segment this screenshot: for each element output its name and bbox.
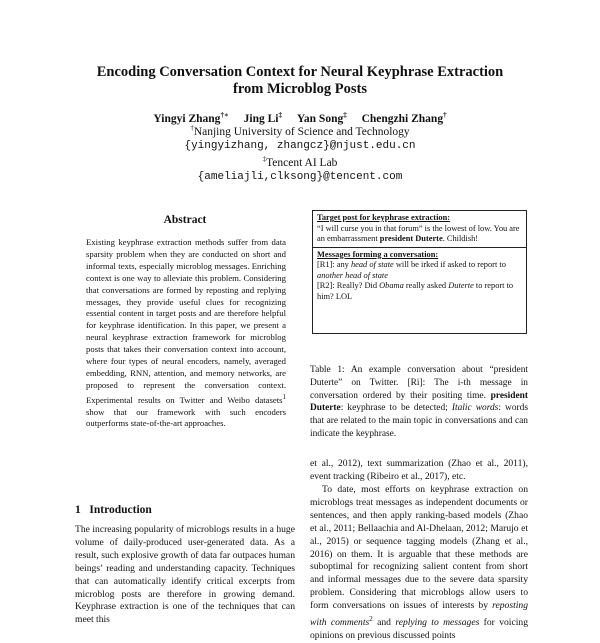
email-1: {yingyizhang, zhangcz}@njust.edu.cn bbox=[184, 140, 416, 152]
author-4: Chengzhi Zhang† bbox=[361, 111, 447, 125]
reply-2: [R2]: Really? Did Obama really asked Duterte to report to him? LOL bbox=[317, 281, 514, 301]
paper-title-line2: from Microblog Posts bbox=[233, 81, 367, 97]
reply-1: [R1]: any head of state will be irked if asked to report to another head of state bbox=[317, 260, 506, 280]
table-caption: Table 1: An example conversation about “president Duterte” on Twitter. [Ri]: The i-th message in conversation ordered by their positing time. president Duterte: keyphrase to be detected; Italic words: words that are related to the main topic in conversations and can indicate the keyphrase. bbox=[310, 365, 528, 439]
affiliation-2: ‡Tencent AI Lab bbox=[262, 155, 338, 169]
conversation-section bbox=[313, 248, 526, 305]
conversation-title: Messages forming a conversation: bbox=[317, 249, 439, 259]
author-1: Yingyi Zhang†∗ bbox=[153, 111, 229, 125]
affiliation-1: †Nanjing University of Science and Technology bbox=[190, 124, 410, 138]
intro-heading: 1 Introduction bbox=[75, 504, 152, 516]
right-paragraph-2: To date, most efforts on keyphrase extraction on microblogs treat messages as independent documents or sentences, and then apply ranking-based models (Zhao et al., 2011; Bellaachia and Al-Dhelaan, 2012; Marujo et al., 2015) or sequence tagging models (Zhang et al., 2016) on them. It is arguable that these methods are suboptimal for recognizing salient content from short and informal messages due to the severe data sparsity problem. Considering that microblogs allow users to form conversations on issues of interests by reposting with comments$^2$ and replying to messages for voicing opinions on previous discussed points bbox=[310, 484, 528, 642]
author-3: Yan Song‡ bbox=[296, 111, 347, 125]
paper-title-line1: Encoding Conversation Context for Neural Keyphrase Extraction bbox=[96, 64, 504, 80]
target-post-title: Target post for keyphrase extraction: bbox=[317, 213, 451, 222]
email-2: {ameliajli,clksong}@tencent.com bbox=[197, 171, 403, 183]
target-post-section bbox=[313, 211, 526, 247]
abstract-heading: Abstract bbox=[163, 214, 207, 226]
author-list bbox=[0, 110, 600, 125]
right-paragraph-1: et al., 2012), text summarization (Zhao et al., 2011), event tracking (Ribeiro et al., 2017), etc. bbox=[310, 458, 528, 482]
intro-body: The increasing popularity of microblogs results in a huge volume of daily-produced user-generated data. As a result, such explosive growth of data far outpaces human beings’ reading and understanding capacity. Techniques that can automatically identify critical excerpts from microblog posts are therefore in growing demand. Keyphrase extraction is one of the techniques that can meet this bbox=[75, 524, 295, 626]
example-table-box bbox=[312, 210, 527, 334]
target-post-text: “I will curse you in that forum” is the lowest of low. You are an embarrassment president Duterte. Childish! bbox=[317, 223, 520, 243]
abstract-body: Existing keyphrase extraction methods suffer from data sparsity problem when they are conducted on short and informal texts, especially microblog messages. Enriching context is one way to alleviate this problem. Considering that conversations are formed by reposting and replying messages, they provide useful clues for recognizing essential content in target posts and are therefore helpful for keyphrase identification. In this paper, we present a neural keyphrase extraction framework for microblog posts that takes their conversation context into account, where four types of neural encoders, namely, averaged embedding, RNN, attention, and memory networks, are proposed to represent the conversation context. Experimental results on Twitter and Weibo datasets$^1$ show that our framework with such encoders outperforms state-of-the-art approaches. bbox=[86, 237, 286, 429]
author-2: Jing Li‡ bbox=[243, 111, 282, 125]
